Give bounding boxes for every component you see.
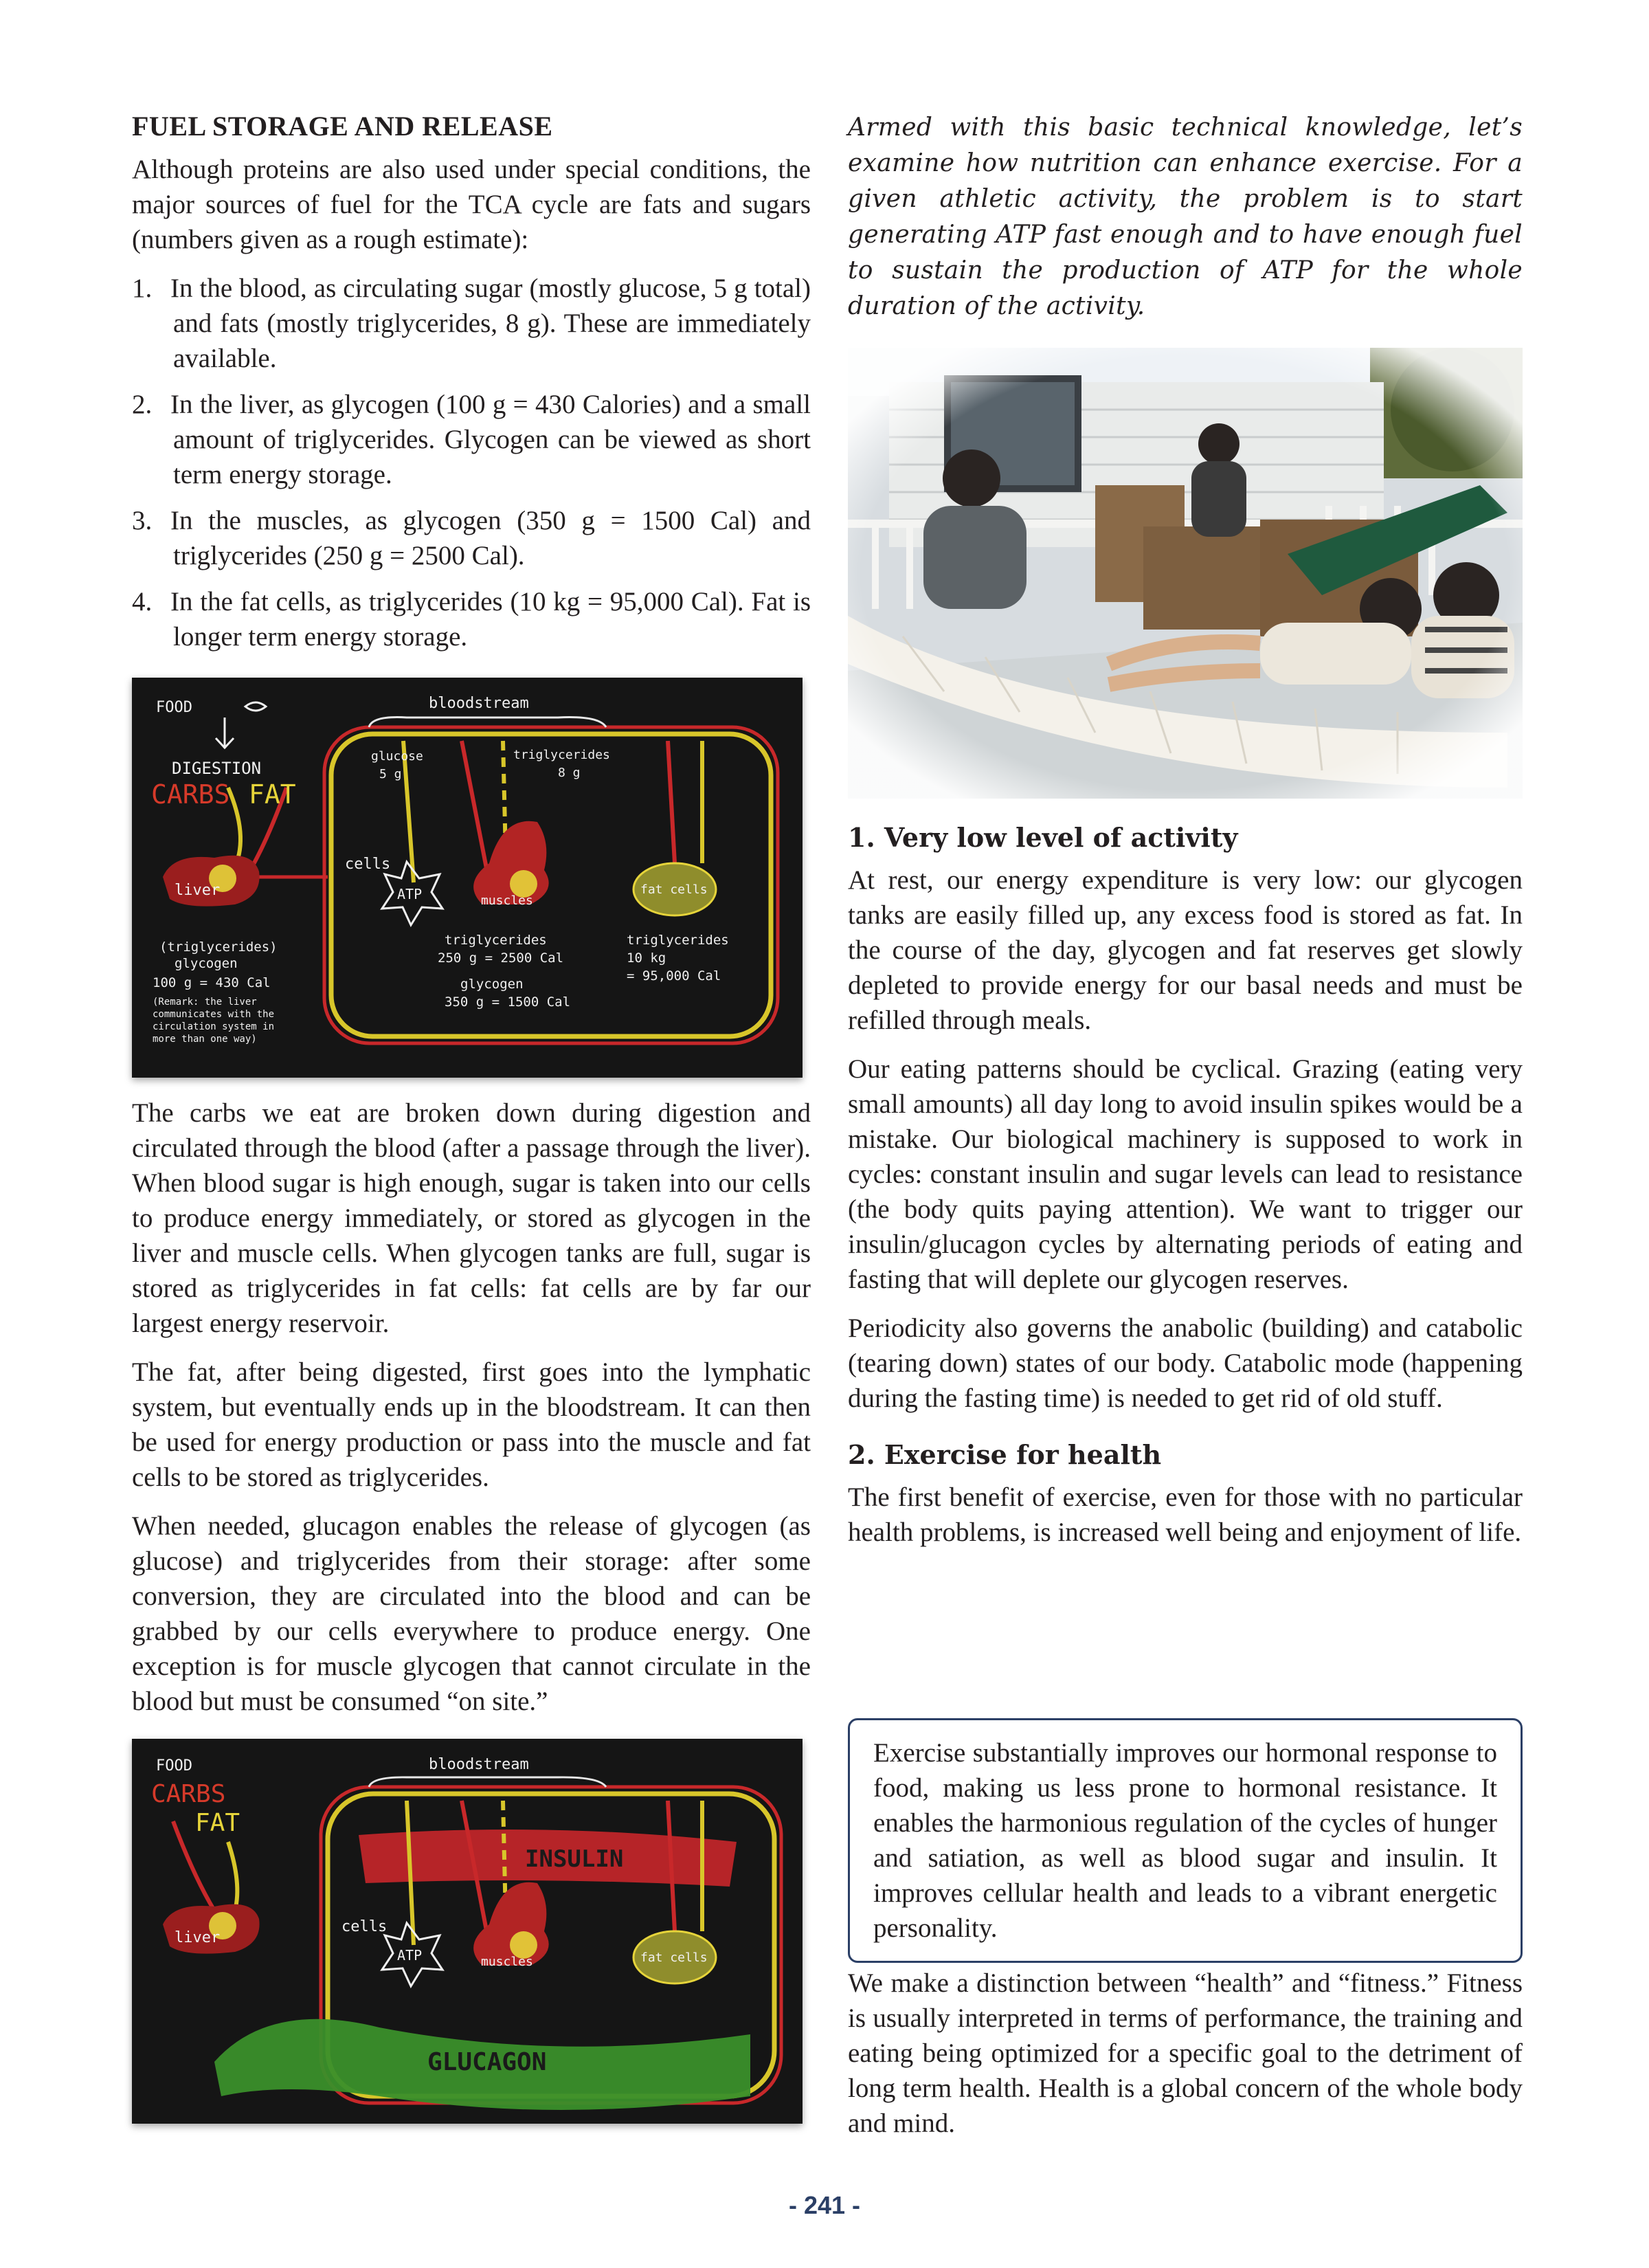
svg-text:circulation system in: circulation system in (153, 1021, 275, 1032)
section-heading: FUEL STORAGE AND RELEASE (132, 111, 553, 142)
svg-text:cells: cells (341, 1918, 388, 1935)
svg-text:triglycerides: triglycerides (445, 933, 547, 948)
fat-paragraph: The fat, after being digested, first goes into the lymphatic system, but eventually ends up in the bloodstream. It can then be used for energy production or pass into the muscle and fat cells to be stored as triglycerides. (132, 1357, 811, 1492)
svg-text:350 g = 1500 Cal: 350 g = 1500 Cal (445, 994, 571, 1010)
list-item: 3. In the muscles, as glycogen (350 g = 1500 Cal) and triglycerides (250 g = 2500 Cal). (132, 506, 811, 570)
svg-text:(Remark: the liver: (Remark: the liver (153, 997, 257, 1008)
energy-storage-diagram (132, 678, 803, 1078)
left-column (132, 110, 811, 669)
svg-text:triglycerides: triglycerides (627, 933, 729, 948)
fuel-storage-list (132, 271, 811, 654)
atp-label: ATP (397, 886, 423, 902)
list-item: 2. In the liver, as glycogen (100 g = 430 Calories) and a small amount of triglycerides. Glycogen can be viewed as short term energy storage. (132, 390, 811, 489)
periodicity-paragraph: Periodicity also governs the anabolic (building) and catabolic (tearing down) states of our body. Catabolic mode (happening during the fasting time) is needed to get rid of old stuff. (848, 1313, 1523, 1413)
svg-text:glycogen: glycogen (460, 977, 524, 992)
intro-italic-paragraph: Armed with this basic technical knowledge, let’s examine how nutrition can enhance exercise. For a given athletic activity, the problem is to start generating ATP fast enough and to have enough fuel to sustain the production of ATP for the whole duration of the activity. (848, 113, 1523, 320)
cells-label: cells (345, 856, 391, 873)
hammock-photo (848, 348, 1523, 799)
right-column-bottom (848, 1966, 1523, 2155)
svg-text:glycogen: glycogen (175, 956, 238, 971)
triglycerides-label: triglycerides (513, 748, 610, 762)
glucagon-label: GLUCAGON (427, 2048, 547, 2076)
svg-text:fat cells: fat cells (640, 1950, 708, 1965)
lips-icon (245, 702, 266, 711)
svg-text:10 kg: 10 kg (627, 950, 666, 966)
right-column (848, 110, 1523, 324)
glucagon-paragraph: When needed, glucagon enables the release of glycogen (as glucose) and triglycerides from their storage: after some conversion, they are circulated into the blood and can be grabbed by our cells everywhere to produce energy. One exception is for muscle glycogen that cannot circulate in the blood but must be consumed “on site.” (132, 1511, 811, 1716)
subheading-exercise: 2. Exercise for health (848, 1439, 1162, 1470)
hormone-diagram (132, 1739, 803, 2124)
svg-text:more than one way): more than one way) (153, 1034, 257, 1045)
fat-label: FAT (249, 779, 296, 810)
glucose-label: glucose (371, 749, 423, 764)
health-fitness-paragraph: We make a distinction between “health” and “fitness.” Fitness is usually interpreted in terms of performance, the training and eating being optimized for a specific goal to the detriment of long term health. Health is a global concern of the whole body and mind. (848, 1968, 1523, 2138)
right-column-lower (848, 822, 1523, 1564)
svg-text:liver: liver (175, 1929, 221, 1946)
svg-text:250 g = 2500 Cal: 250 g = 2500 Cal (438, 950, 564, 966)
eating-patterns-paragraph: Our eating patterns should be cyclical. Grazing (eating very small amounts) all day long to avoid insulin spikes would be a mistake. Our biological machinery is supposed to work in cycles: constant insulin and sugar levels can lead to resistance (the body quits paying attention). We want to trigger our insulin/glucagon cycles by alternating periods of eating and fasting that will deplete our glycogen reserves. (848, 1054, 1523, 1294)
list-item: 4. In the fat cells, as triglycerides (10 kg = 95,000 Cal). Fat is longer term energy storage. (132, 587, 811, 652)
svg-text:CARBS: CARBS (151, 1780, 226, 1808)
liver-label: liver (175, 882, 221, 899)
svg-text:ATP: ATP (397, 1947, 423, 1964)
svg-text:muscles: muscles (481, 1955, 533, 1969)
callout-box (848, 1718, 1523, 1963)
svg-text:(triglycerides): (triglycerides) (159, 940, 278, 955)
exercise-benefit-paragraph: The first benefit of exercise, even for those with no particular health problems, is increased well being and enjoyment of life. (848, 1482, 1523, 1547)
subheading-activity: 1. Very low level of activity (848, 822, 1238, 853)
digestion-label: DIGESTION (172, 759, 262, 778)
food-label: FOOD (156, 699, 192, 716)
svg-text:bloodstream: bloodstream (429, 1756, 529, 1773)
triglycerides-amount: 8 g (558, 766, 581, 780)
intro-paragraph: Although proteins are also used under special conditions, the major sources of fuel for the TCA cycle are fats and sugars (numbers given as a rough estimate): (132, 155, 811, 254)
page-number: - 241 - (788, 2191, 861, 2219)
bloodstream-label: bloodstream (429, 695, 529, 712)
rest-paragraph: At rest, our energy expenditure is very low: our glycogen tanks are easily filled up, any excess food is stored as fat. In the course of the day, glycogen and fat reserves get slowly depleted to provide energy for our basal needs and must be refilled through meals. (848, 865, 1523, 1035)
muscles-label: muscles (481, 893, 533, 908)
list-item: 1. In the blood, as circulating sugar (mostly glucose, 5 g total) and fats (mostly triglycerides, 8 g). These are immediately available. (132, 274, 811, 373)
glucose-amount: 5 g (379, 767, 402, 781)
left-column-lower (132, 1096, 811, 1733)
carbs-label: CARBS (151, 779, 230, 810)
svg-text:FAT: FAT (195, 1809, 240, 1837)
insulin-label: INSULIN (525, 1845, 624, 1873)
fat-cells-label: fat cells (640, 882, 708, 897)
carbs-paragraph: The carbs we eat are broken down during digestion and circulated through the blood (after a passage through the liver). When blood sugar is high enough, sugar is taken into our cells to produce energy immediately, or stored as glycogen in the liver and muscle cells. When glycogen tanks are full, sugar is stored as triglycerides in fat cells: fat cells are by far our largest energy reservoir. (132, 1098, 811, 1338)
svg-text:100 g = 430 Cal: 100 g = 430 Cal (153, 975, 271, 990)
callout-text: Exercise substantially improves our hormonal response to food, making us less prone to hormonal resistance. It enables the harmonious regulation of the cycles of hunger and satiation, as well as blood sugar and insulin. It improves cellular health and leads to a vibrant energetic personality. (873, 1738, 1497, 1943)
svg-text:communicates with the: communicates with the (153, 1009, 275, 1020)
svg-text:FOOD: FOOD (156, 1757, 192, 1775)
svg-text:= 95,000 Cal: = 95,000 Cal (627, 968, 721, 983)
